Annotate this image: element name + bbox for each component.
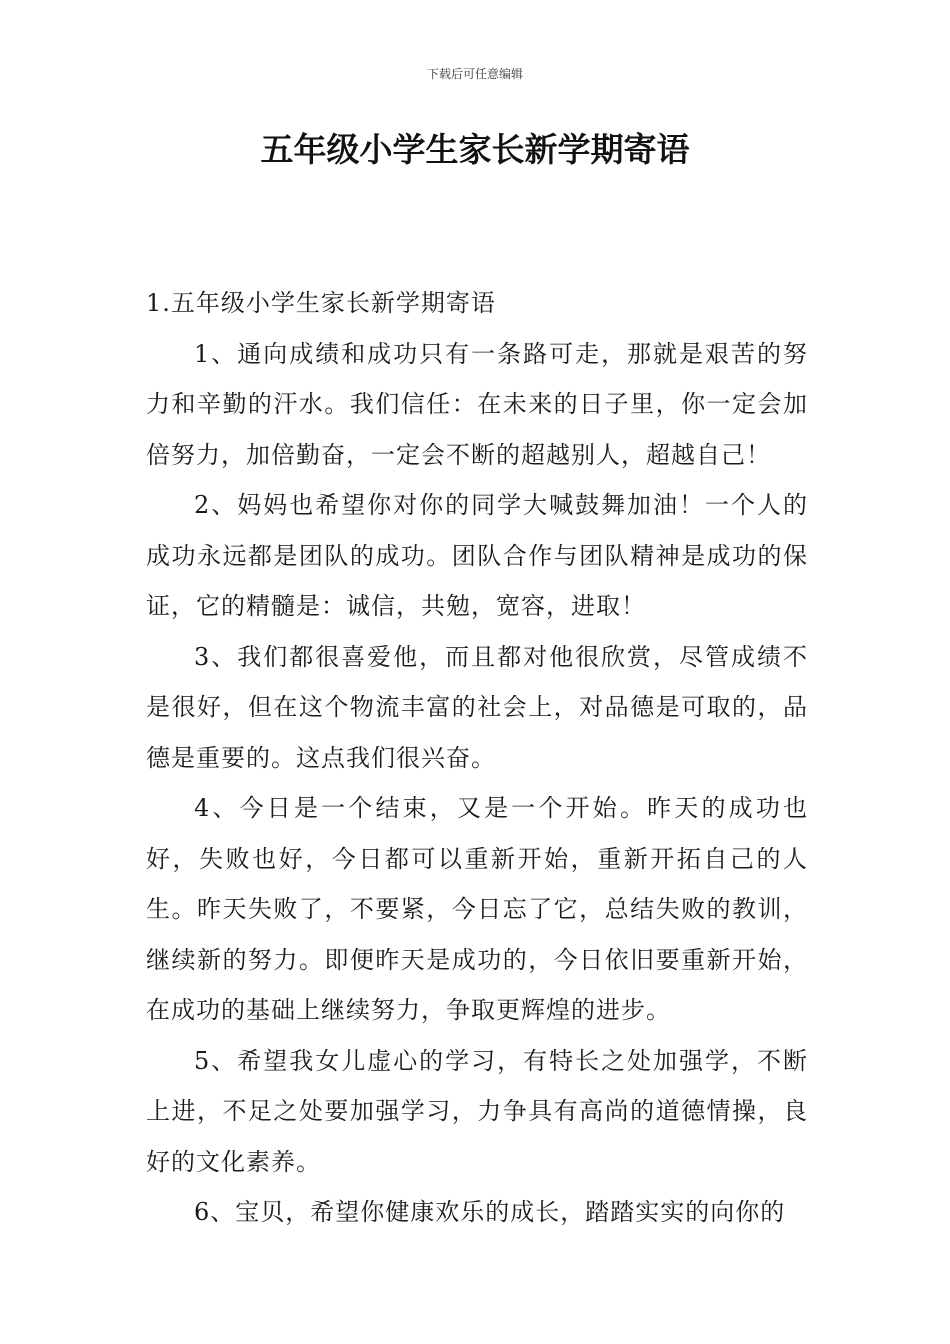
document-body [146,278,808,1238]
paragraph-1: 1、通向成绩和成功只有一条路可走，那就是艰苦的努力和辛勤的汗水。我们信任：在未来的日子里，你一定会加倍努力，加倍勤奋，一定会不断的超越别人，超越自己！ [146,339,808,469]
paragraph-2: 2、妈妈也希望你对你的同学大喊鼓舞加油！一个人的成功永远都是团队的成功。团队合作与团队精神是成功的保证，它的精髓是：诚信，共勉，宽容，进取！ [146,491,808,620]
paragraph-3: 3、我们都很喜爱他，而且都对他很欣赏，尽管成绩不是很好，但在这个物流丰富的社会上，对品德是可取的，品德是重要的。这点我们很兴奋。 [146,642,808,772]
section-heading: 1.五年级小学生家长新学期寄语 [146,289,496,317]
paragraph-4: 4、今日是一个结束，又是一个开始。昨天的成功也好，失败也好，今日都可以重新开始，重新开拓自己的人生。昨天失败了，不要紧，今日忘了它，总结失败的教训，继续新的努力。即便昨天是成功的，今日依旧要重新开始，在成功的基础上继续努力，争取更辉煌的进步。 [146,794,808,1024]
paragraph-6: 6、宝贝，希望你健康欢乐的成长，踏踏实实的向你的 [194,1198,786,1226]
document-title: 五年级小学生家长新学期寄语 [260,130,690,169]
paragraph-5: 5、希望我女儿虚心的学习，有特长之处加强学，不断上进，不足之处要加强学习，力争具有高尚的道德情操，良好的文化素养。 [146,1046,808,1176]
page-header-note: 下载后可任意编辑 [426,67,523,81]
